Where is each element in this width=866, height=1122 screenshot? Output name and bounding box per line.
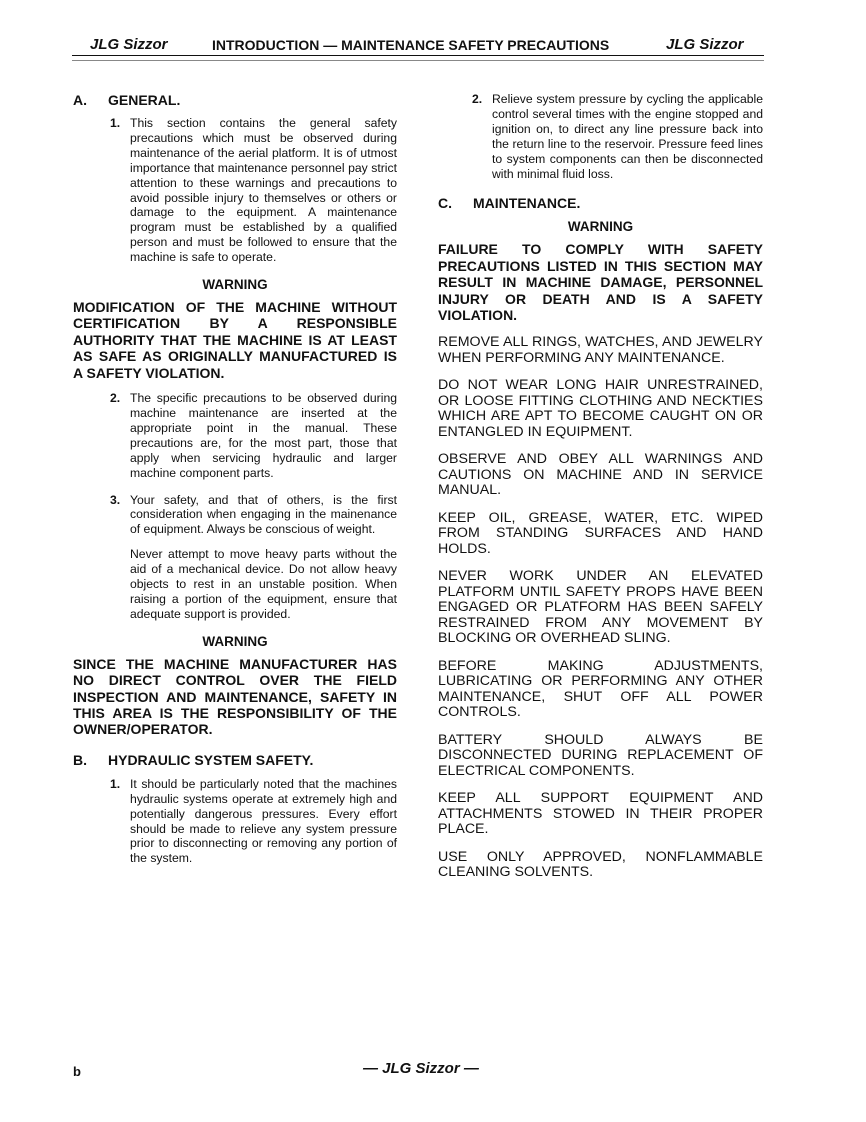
section-c-heading [438, 195, 763, 211]
item-text: It should be particularly noted that the machines hydraulic systems operate at extremely high and potentially dangerous pressures. Every effort should be made to relieve any system pressure prior to disconnecting or removing any portion of the system. [130, 776, 397, 866]
maintenance-precaution: USE ONLY APPROVED, NONFLAMMABLE CLEANING SOLVENTS. [438, 848, 763, 881]
footer-brand: — JLG Sizzor — [363, 1060, 479, 1077]
maintenance-precaution: OBSERVE AND OBEY ALL WARNINGS AND CAUTIONS ON MACHINE AND IN SERVICE MANUAL. [438, 451, 763, 499]
header-rule [72, 55, 764, 56]
maintenance-precaution: REMOVE ALL RINGS, WATCHES, AND JEWELRY WHEN PERFORMING ANY MAINTENANCE. [438, 334, 763, 366]
section-c-letter: C. [438, 195, 452, 212]
section-a-title: GENERAL. [108, 92, 181, 108]
maintenance-precaution: KEEP OIL, GREASE, WATER, ETC. WIPED FROM STANDING SURFACES AND HAND HOLDS. [438, 509, 763, 557]
item-number: 2. [472, 92, 483, 106]
section-a-item-2 [110, 391, 397, 480]
item-number: 3. [110, 492, 121, 507]
item-number: 1. [110, 776, 121, 791]
warning-text: FAILURE TO COMPLY WITH SAFETY PRECAUTIONS LISTED IN THIS SECTION MAY RESULT IN MACHINE DAMAGE, PERSONNEL INJURY OR DEATH AND IS A SAFETY VIOLATION. [438, 241, 763, 324]
item-number: 1. [110, 116, 121, 130]
maintenance-precaution: BEFORE MAKING ADJUSTMENTS, LUBRICATING OR PERFORMING ANY OTHER MAINTENANCE, SHUT OFF ALL POWER CONTROLS. [438, 657, 763, 721]
maintenance-precaution: NEVER WORK UNDER AN ELEVATED PLATFORM UNTIL SAFETY PROPS HAVE BEEN ENGAGED OR PLATFORM HAS BEEN SAFELY RESTRAINED FROM ANY MOVEMENT BY BLOCKING OR OVERHEAD SLING. [438, 568, 763, 647]
item-text: Relieve system pressure by cycling the applicable control several times with the engine stopped and ignition on, to direct any line pressure back into the return line to the reservoir. Pressure feed lines to system components can then be disconnected with minimal fluid loss. [492, 92, 763, 181]
warning-heading: WARNING [202, 277, 268, 293]
header-brand-right: JLG Sizzor [666, 36, 744, 53]
page-title: INTRODUCTION — MAINTENANCE SAFETY PRECAUTIONS [212, 37, 610, 53]
section-a-letter: A. [73, 92, 87, 108]
section-a-item-3 [110, 493, 397, 538]
page-number: b [73, 1064, 81, 1079]
section-b-letter: B. [73, 751, 87, 768]
item-text: The specific precautions to be observed during machine maintenance are inserted at the appropriate point in the manual. These precautions are, for the most part, those that apply when servicing hydraulic and larger machine component parts. [130, 391, 397, 480]
warning-text: MODIFICATION OF THE MACHINE WITHOUT CERTIFICATION BY A RESPONSIBLE AUTHORITY THAT THE MACHINE IS AT LEAST AS SAFE AS ORIGINALLY MANUFACTURED IS A SAFETY VIOLATION. [73, 299, 397, 381]
section-b-title: HYDRAULIC SYSTEM SAFETY. [108, 751, 314, 768]
warning-heading: WARNING [567, 219, 634, 235]
section-a-item-3-paragraph: Never attempt to move heavy parts without the aid of a mechanical device. Do not allow heavy objects to rest in an unstable position. When raising a portion of the equipment, ensure that adequate support is provided. [130, 547, 397, 621]
section-b-item-2 [472, 92, 763, 181]
item-number: 2. [110, 391, 121, 406]
section-b-heading [73, 752, 397, 768]
maintenance-precaution: KEEP ALL SUPPORT EQUIPMENT AND ATTACHMENTS STOWED IN THEIR PROPER PLACE. [438, 790, 763, 838]
item-text: Your safety, and that of others, is the first consideration when engaging in the mainenance of equipment. Always be conscious of weight. [130, 492, 397, 537]
header-rule-thin [72, 60, 764, 61]
maintenance-precaution: BATTERY SHOULD ALWAYS BE DISCONNECTED DURING REPLACEMENT OF ELECTRICAL COMPONENTS. [438, 731, 763, 779]
item-text: This section contains the general safety precautions which must be observed during maintenance of the aerial platform. It is of utmost importance that maintenance personnel pay strict attention to these warnings and precautions to avoid possible injury to themselves or others or damage to the equipment. A maintenance program must be established by a qualified person and must be followed to ensure that the machine is safe to operate. [130, 116, 397, 265]
maintenance-precaution: DO NOT WEAR LONG HAIR UNRESTRAINED, OR LOOSE FITTING CLOTHING AND NECKTIES WHICH ARE APT TO BECOME CAUGHT ON OR ENTANGLED IN EQUIPMENT. [438, 377, 763, 440]
section-b-item-1 [110, 777, 397, 866]
left-column [73, 92, 397, 866]
right-column [438, 92, 763, 881]
section-a-heading [73, 92, 397, 108]
section-c-title: MAINTENANCE. [473, 195, 581, 212]
warning-text: SINCE THE MACHINE MANUFACTURER HAS NO DIRECT CONTROL OVER THE FIELD INSPECTION AND MAINTENANCE, SAFETY IN THIS AREA IS THE RESPONSIBILITY OF THE OWNER/OPERATOR. [73, 655, 397, 738]
section-a-item-1 [110, 116, 397, 265]
warning-heading: WARNING [202, 633, 268, 649]
header-brand-left: JLG Sizzor [90, 36, 168, 53]
